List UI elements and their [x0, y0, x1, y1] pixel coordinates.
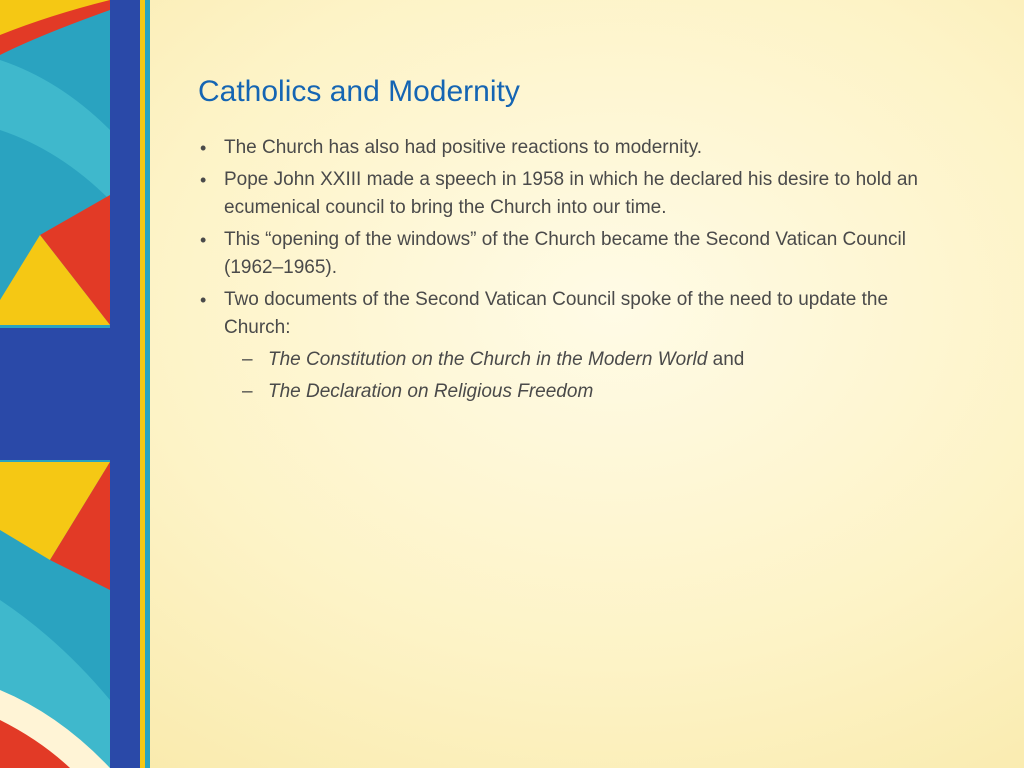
- bullet-icon: •: [200, 138, 207, 158]
- bullet-icon: •: [200, 170, 207, 190]
- side-band-graphic: [0, 0, 150, 768]
- bullet-item: [198, 226, 958, 282]
- decorative-side-band: [0, 0, 150, 768]
- sub-bullet-list: [198, 346, 958, 410]
- sub-bullet-item: [198, 346, 958, 374]
- slide-title: Catholics and Modernity: [198, 75, 520, 108]
- bullet-item: [198, 166, 958, 222]
- bullet-text: The Church has also had positive reactions to modernity.: [224, 137, 703, 158]
- bullet-item: [198, 134, 958, 162]
- bullet-icon: •: [200, 230, 207, 250]
- document-title: The Constitution on the Church in the Modern World: [268, 349, 708, 370]
- band-blue-middle: [0, 328, 110, 460]
- dash-icon: –: [242, 381, 253, 402]
- band-blue-stripe: [110, 0, 140, 768]
- bullet-text: This “opening of the windows” of the Church became the Second Vatican Council (1962–1965).: [224, 229, 906, 278]
- dash-icon: –: [242, 349, 253, 370]
- band-yellow-edge: [140, 0, 145, 768]
- sub-bullet-tail: and: [707, 349, 745, 370]
- bullet-text: Two documents of the Second Vatican Council spoke of the need to update the Church:: [224, 289, 889, 338]
- bullet-text: Pope John XXIII made a speech in 1958 in which he declared his desire to hold an ecumenical council to bring the Church into our time.: [224, 169, 918, 218]
- document-title: The Declaration on Religious Freedom: [268, 381, 594, 402]
- sub-bullet-item: [198, 378, 958, 406]
- bullet-icon: •: [200, 290, 207, 310]
- bullet-item: [198, 286, 958, 342]
- bullet-list: [198, 134, 958, 346]
